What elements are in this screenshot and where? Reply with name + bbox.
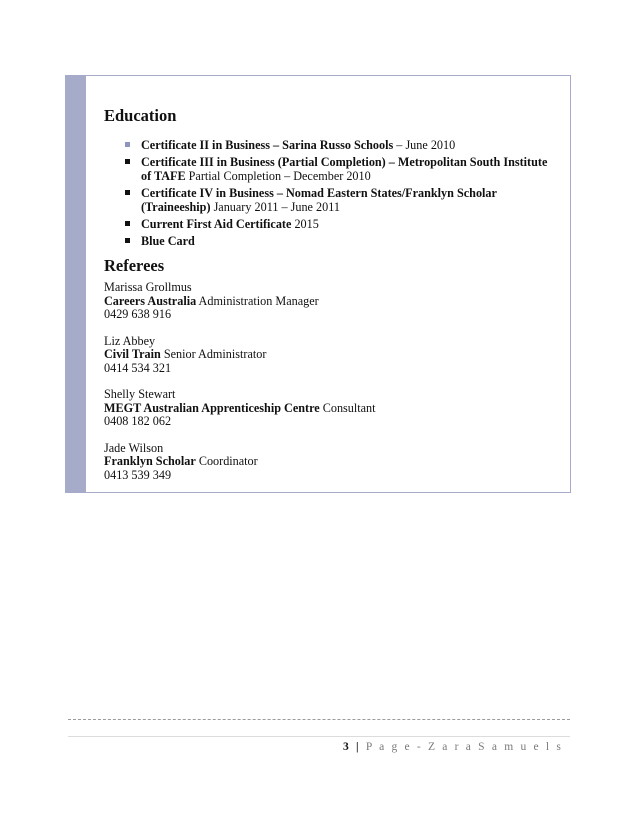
education-item-detail: January 2011 – June 2011: [210, 200, 340, 215]
content-box: [65, 75, 571, 493]
referee-phone: 0413 539 349: [104, 467, 172, 482]
education-item-detail: – June 2010: [393, 138, 456, 152]
referee-name: Marissa Grollmus: [104, 280, 192, 295]
education-item-title: Certificate IV in Business – Nomad Eastern States/Franklyn Scholar (Traineeship): [141, 185, 497, 215]
referee-name: Jade Wilson: [104, 440, 164, 455]
referee-role: Senior Administrator: [160, 347, 267, 362]
education-item-title: Certificate III in Business (Partial Completion) – Metropolitan South Institute of TAFE: [141, 154, 548, 184]
referee-organisation: Civil Train: [104, 347, 161, 362]
education-heading: Education: [104, 106, 177, 125]
referee-organisation: MEGT Australian Apprenticeship Centre: [104, 400, 320, 415]
footer-label: P a g e - Z a r a S a m u e l s: [365, 741, 563, 753]
education-item-title: Certificate II in Business – Sarina Russo Schools: [141, 138, 394, 152]
square-bullet-icon: [125, 238, 130, 243]
education-list: [125, 138, 558, 248]
referee-organisation: Franklyn Scholar: [104, 454, 196, 469]
list-item: [125, 186, 558, 215]
education-item-title: Current First Aid Certificate: [141, 216, 292, 231]
square-bullet-icon: [125, 221, 130, 226]
list-item: [125, 234, 558, 249]
square-bullet-icon: [125, 159, 130, 164]
referee-phone: 0408 182 062: [104, 414, 172, 429]
referee-phone: 0414 534 321: [104, 360, 172, 375]
referee-role: Coordinator: [195, 454, 258, 469]
square-bullet-icon: [125, 190, 130, 195]
referee-entry: [104, 442, 558, 483]
referee-phone: 0429 638 916: [104, 307, 172, 322]
page-number: 3: [343, 741, 351, 753]
accent-bar: [66, 76, 86, 492]
referee-name: Shelly Stewart: [104, 387, 176, 402]
referee-role: Consultant: [319, 400, 376, 415]
footer-divider: [68, 719, 570, 720]
referee-entry: [104, 281, 558, 322]
education-item-detail: Partial Completion – December 2010: [185, 169, 371, 184]
referee-name: Liz Abbey: [104, 333, 156, 348]
education-item-detail: 2015: [291, 216, 319, 231]
list-item: [125, 155, 558, 184]
referees-heading: Referees: [104, 256, 165, 276]
list-item: [125, 217, 558, 232]
page-footer: [343, 741, 563, 753]
square-bullet-icon: [125, 142, 130, 147]
footer-divider-faint: [68, 736, 570, 737]
list-item: [125, 138, 558, 153]
referee-role: Administration Manager: [196, 293, 319, 308]
referee-entry: [104, 388, 558, 429]
content-area: [104, 106, 558, 495]
footer-separator: |: [350, 741, 366, 753]
referee-entry: [104, 335, 558, 376]
referee-organisation: Careers Australia: [104, 293, 197, 308]
education-item-title: Blue Card: [141, 233, 195, 248]
